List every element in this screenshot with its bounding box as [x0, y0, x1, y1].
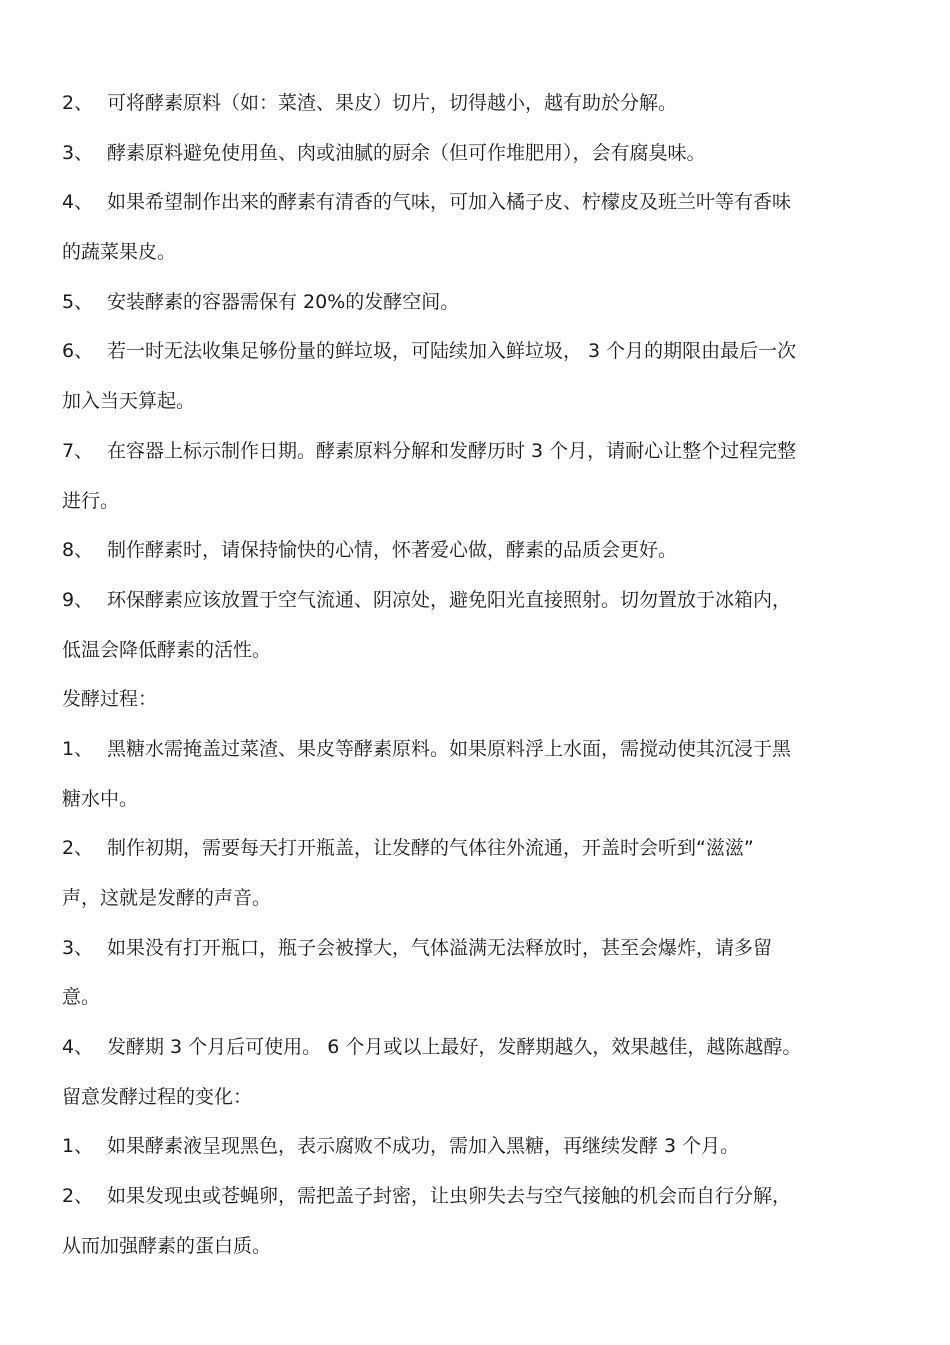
paragraph-line — [62, 629, 902, 679]
line-text: 的蔬菜果皮。 — [62, 241, 177, 264]
line-text: 环保酵素应该放置于空气流通、阴凉处，避免阳光直接照射。切勿置放于冰箱内， — [107, 588, 792, 611]
paragraph-line — [62, 1026, 902, 1076]
line-text: 声，这就是发酵的声音。 — [62, 887, 272, 909]
document-page — [62, 82, 902, 1275]
line-text: 如果发现虫或苍蝇卵，需把盖子封密，让虫卵失去与空气接触的机会而自行分解， — [107, 1185, 792, 1208]
line-text: 可将酵素原料（如：菜渣、果皮）切片，切得越小，越有助於分解。 — [107, 92, 678, 114]
paragraph-line — [62, 927, 902, 977]
section-heading — [62, 678, 902, 728]
item-number: 1、 — [62, 1135, 94, 1158]
paragraph-line — [62, 82, 902, 132]
item-number: 2、 — [62, 92, 94, 114]
line-text: 制作初期，需要每天打开瓶盖，让发酵的气体往外流通，开盖时会听到“滋滋” — [107, 837, 754, 860]
line-text: 制作酵素时，请保持愉快的心情，怀著爱心做，酵素的品质会更好。 — [107, 539, 678, 562]
item-number: 7、 — [62, 439, 94, 462]
line-text: 从而加强酵素的蛋白质。 — [62, 1234, 272, 1257]
line-text: 进行。 — [62, 489, 120, 512]
paragraph-line — [62, 231, 902, 281]
item-number: 2、 — [62, 1185, 94, 1208]
line-text: 糖水中。 — [62, 787, 139, 810]
line-text: 安装酵素的容器需保有 20%的发酵空间。 — [107, 290, 460, 313]
line-text: 在容器上标示制作日期。酵素原料分解和发酵历时 3 个月，请耐心让整个过程完整 — [107, 439, 797, 462]
line-text: 黑糖水需掩盖过菜渣、果皮等酵素原料。如果原料浮上水面，需搅动使其沉浸于黑 — [107, 737, 792, 760]
paragraph-line — [62, 430, 902, 480]
paragraph-line — [62, 132, 902, 182]
line-text: 酵素原料避免使用鱼、肉或油腻的厨余（但可作堆肥用），会有腐臭味。 — [107, 141, 706, 164]
line-text: 留意发酵过程的变化： — [62, 1085, 253, 1108]
section-heading — [62, 1076, 902, 1126]
line-text: 如果酵素液呈现黑色，表示腐败不成功，需加入黑糖，再继续发酵 3 个月。 — [107, 1135, 740, 1158]
paragraph-line — [62, 976, 902, 1026]
paragraph-line — [62, 1175, 902, 1225]
paragraph-line — [62, 778, 902, 828]
paragraph-line — [62, 380, 902, 430]
item-number: 4、 — [62, 191, 94, 214]
item-number: 5、 — [62, 290, 94, 313]
paragraph-line — [62, 1225, 902, 1275]
item-number: 8、 — [62, 539, 94, 562]
paragraph-line — [62, 281, 902, 331]
line-text: 发酵期 3 个月后可使用。 6 个月或以上最好，发酵期越久，效果越佳，越陈越醇。 — [107, 1036, 802, 1059]
paragraph-line — [62, 579, 902, 629]
line-text: 低温会降低酵素的活性。 — [62, 638, 272, 661]
item-number: 2、 — [62, 837, 94, 860]
paragraph-line — [62, 827, 902, 877]
paragraph-line — [62, 728, 902, 778]
line-text: 加入当天算起。 — [62, 390, 196, 413]
paragraph-line — [62, 877, 902, 927]
line-text: 意。 — [62, 986, 101, 1009]
line-text: 如果希望制作出来的酵素有清香的气味，可加入橘子皮、柠檬皮及班兰叶等有香味 — [107, 191, 792, 214]
item-number: 6、 — [62, 340, 94, 363]
paragraph-line — [62, 330, 902, 380]
line-text: 如果没有打开瓶口，瓶子会被撑大，气体溢满无法释放时，甚至会爆炸，请多留 — [107, 936, 773, 959]
paragraph-line — [62, 529, 902, 579]
line-text: 若一时无法收集足够份量的鲜垃圾，可陆续加入鲜垃圾， 3 个月的期限由最后一次 — [107, 340, 797, 363]
item-number: 3、 — [62, 936, 94, 959]
item-number: 9、 — [62, 588, 94, 611]
item-number: 1、 — [62, 737, 94, 760]
line-text: 发酵过程： — [62, 688, 158, 711]
paragraph-line — [62, 181, 902, 231]
paragraph-line — [62, 480, 902, 530]
item-number: 4、 — [62, 1036, 94, 1059]
item-number: 3、 — [62, 141, 94, 164]
paragraph-line — [62, 1125, 902, 1175]
